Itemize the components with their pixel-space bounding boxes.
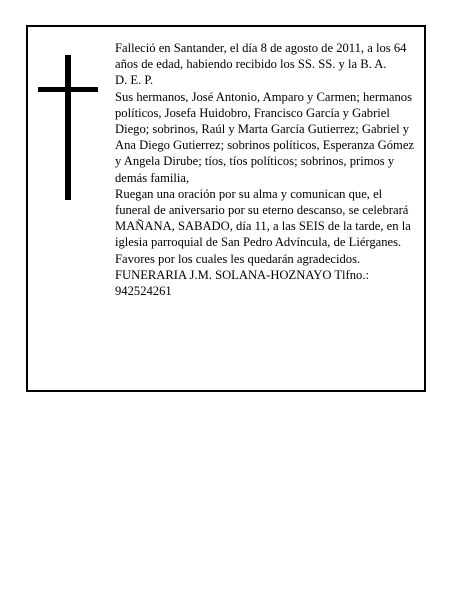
cross-horizontal-bar [38, 87, 98, 92]
funeral-details: Ruegan una oración por su alma y comunican que, el funeral de aniversario por su eterno descanso, se celebrará MAÑANA, SABADO, día 11, a las SEIS de la tarde, en la iglesia parroquial de San Pedro Advíncula, de Liérganes. Favores por los cuales les quedarán agradecidos. [115, 186, 411, 266]
rest-in-peace: D. E. P. [115, 73, 154, 88]
cross-icon [38, 55, 98, 200]
notice-text [115, 40, 420, 299]
family-list: Sus hermanos, José Antonio, Amparo y Carmen; hermanos políticos, Josefa Huidobro, Francisco García y Gabriel Diego; sobrinos, Raúl y Marta García Gutierrez; Gabriel y Ana Diego Gutierrez; sobrinos políticos, Esperanza Gómez y Angela Dirube; tíos, tíos políticos; sobrinos, primos y demás familia, [115, 89, 415, 185]
cross-vertical-bar [65, 55, 71, 200]
obituary-notice [26, 25, 426, 392]
funeral-home-contact: FUNERARIA J.M. SOLANA-HOZNAYO Tlfno.: 942524261 [115, 267, 369, 299]
death-announcement: Falleció en Santander, el día 8 de agosto de 2011, a los 64 años de edad, habiendo recibido los SS. SS. y la B. A. [115, 41, 407, 72]
